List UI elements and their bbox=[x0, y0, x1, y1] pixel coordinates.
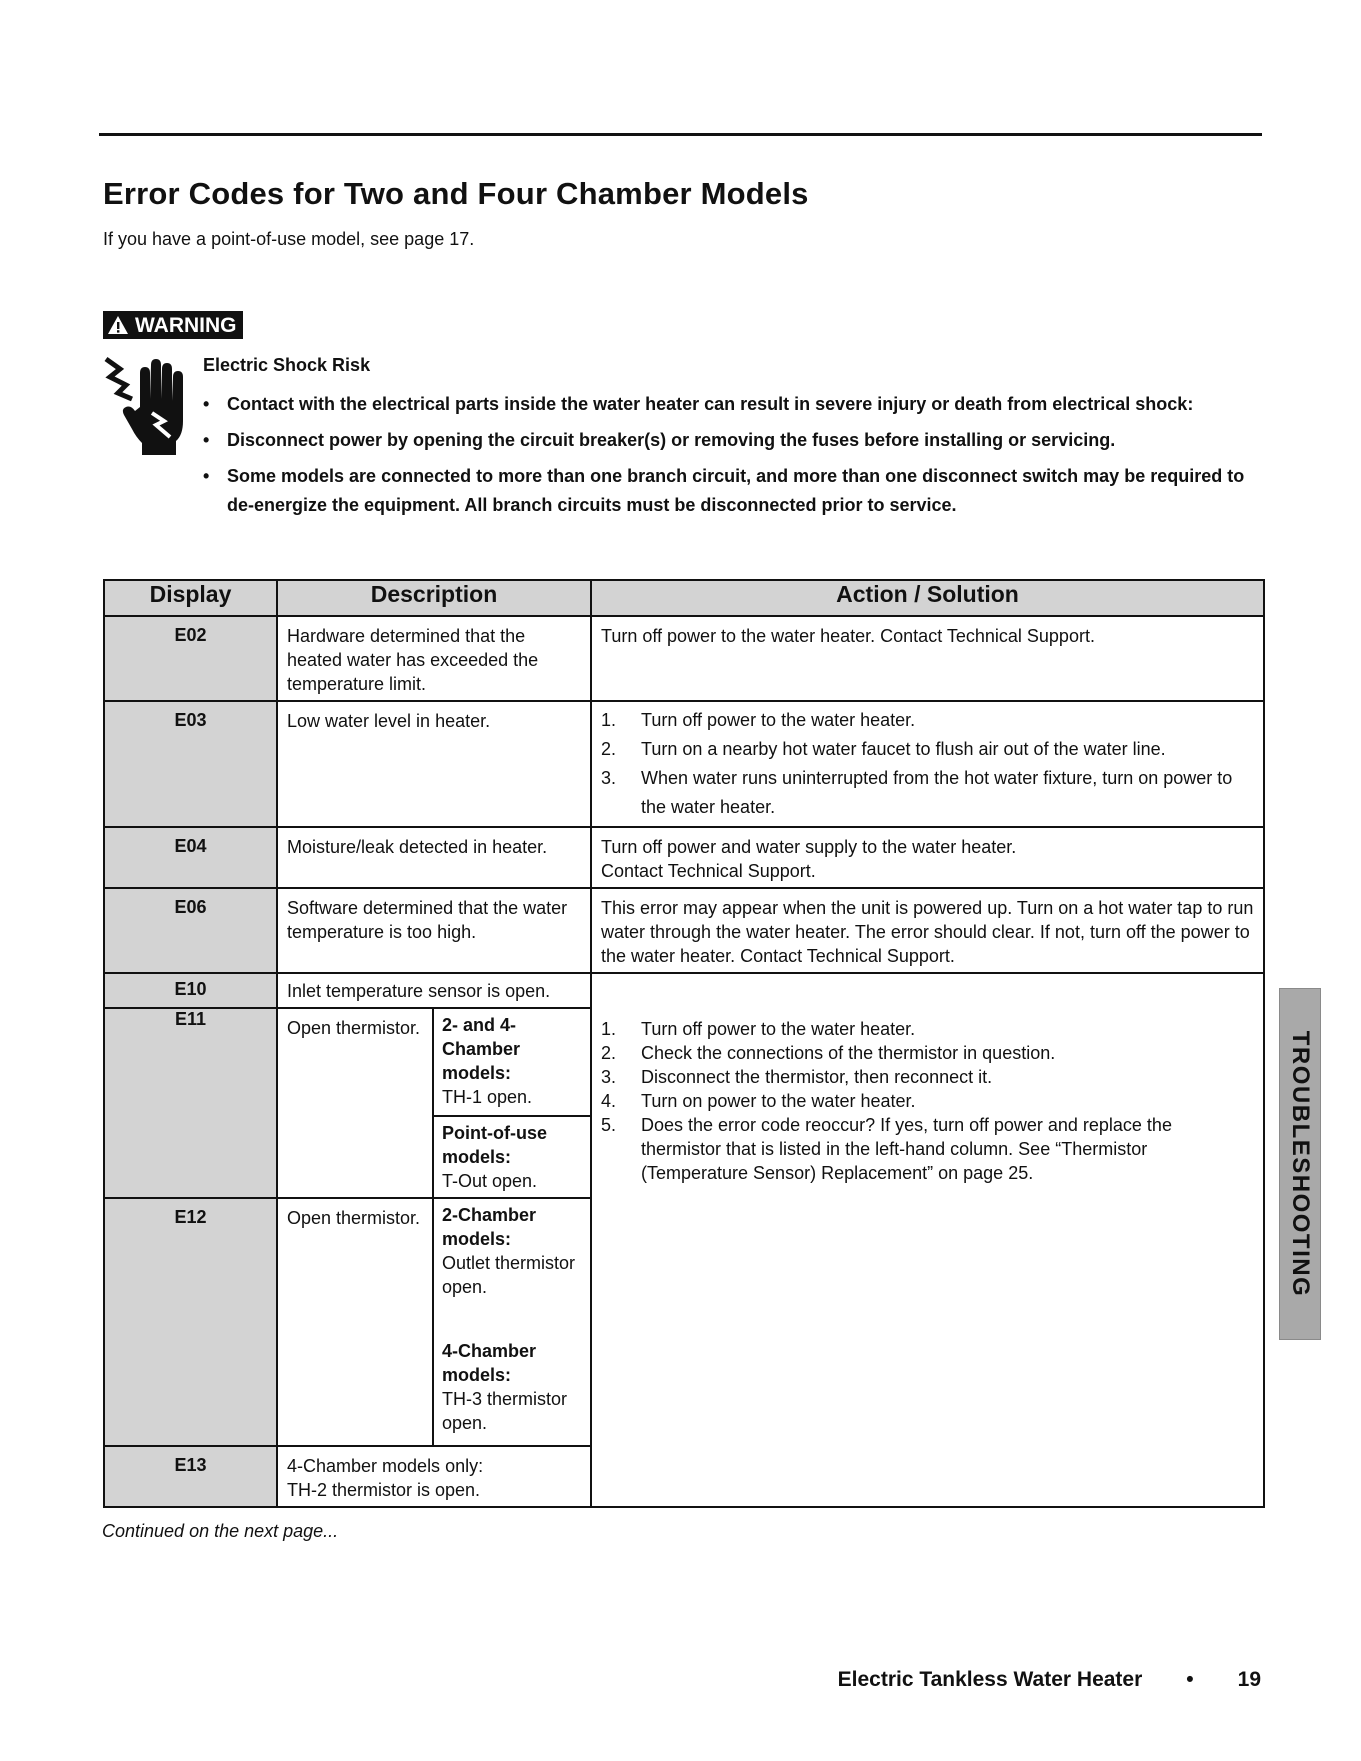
continued-note: Continued on the next page... bbox=[102, 1521, 339, 1541]
table-row bbox=[104, 827, 1264, 888]
action-step: 1. Turn off power to the water heater. bbox=[601, 1019, 916, 1039]
top-rule bbox=[99, 133, 1262, 136]
description-line: 4-Chamber models only: bbox=[287, 1456, 484, 1476]
error-description: Hardware determined that the heated water has exceeded the temperature limit. bbox=[277, 616, 591, 701]
model-note bbox=[433, 1335, 591, 1446]
error-action: Turn off power to the water heater. Contact Technical Support. bbox=[591, 616, 1264, 701]
warning-badge bbox=[103, 311, 243, 339]
warning-heading: Electric Shock Risk bbox=[203, 355, 371, 375]
action-step: 2. Check the connections of the thermistor in question. bbox=[601, 1043, 1056, 1063]
header-display: Display bbox=[104, 580, 277, 616]
error-description bbox=[277, 1446, 591, 1507]
model-note-heading: 2- and 4-Chamber models: bbox=[442, 1015, 521, 1083]
error-code: E04 bbox=[104, 827, 277, 888]
error-description: Inlet temperature sensor is open. bbox=[277, 973, 591, 1008]
section-side-tab-label: TROUBLESHOOTING bbox=[1287, 1030, 1314, 1298]
table-header-row bbox=[104, 580, 1264, 616]
error-action bbox=[591, 827, 1264, 888]
action-steps bbox=[601, 1017, 1255, 1185]
warning-triangle-icon bbox=[107, 315, 129, 335]
warning-bullet: • Disconnect power by opening the circuit breaker(s) or removing the fuses before installing or servicing. bbox=[203, 426, 1263, 455]
error-description: Open thermistor. bbox=[277, 1008, 433, 1198]
error-action bbox=[591, 701, 1264, 827]
error-description: Open thermistor. bbox=[277, 1198, 433, 1446]
thermistor-action bbox=[591, 973, 1264, 1507]
action-steps bbox=[601, 706, 1255, 822]
section-side-tab bbox=[1279, 988, 1321, 1340]
header-action: Action / Solution bbox=[591, 580, 1264, 616]
page-footer bbox=[838, 1668, 1261, 1692]
error-code: E06 bbox=[104, 888, 277, 973]
model-note-text: TH-3 thermistor open. bbox=[442, 1389, 568, 1433]
action-line: Turn off power and water supply to the water heater. bbox=[601, 837, 1017, 857]
error-code: E12 bbox=[104, 1198, 277, 1446]
footer-separator: • bbox=[1186, 1668, 1194, 1691]
model-note bbox=[433, 1198, 591, 1335]
error-description: Software determined that the water temperature is too high. bbox=[277, 888, 591, 973]
page-number: 19 bbox=[1237, 1668, 1261, 1691]
electric-shock-hand-icon bbox=[102, 355, 186, 455]
error-code-table bbox=[103, 579, 1265, 1508]
error-code: E13 bbox=[104, 1446, 277, 1507]
warning-label: WARNING bbox=[135, 313, 237, 337]
header-description: Description bbox=[277, 580, 591, 616]
warning-bullet: • Some models are connected to more than one branch circuit, and more than one disconnect switch may be required to de-energize the equipment. All branch circuits must be disconnected prior to service. bbox=[203, 462, 1263, 520]
action-step: 3. Disconnect the thermistor, then reconnect it. bbox=[601, 1067, 993, 1087]
warning-bullet: • Contact with the electrical parts inside the water heater can result in severe injury or death from electrical shock: bbox=[203, 390, 1263, 419]
model-note bbox=[433, 1116, 591, 1198]
description-line: TH-2 thermistor is open. bbox=[287, 1480, 481, 1500]
model-note-text: TH-1 open. bbox=[442, 1087, 533, 1107]
error-code: E02 bbox=[104, 616, 277, 701]
action-step: 3. When water runs uninterrupted from the hot water fixture, turn on power to the water heater. bbox=[601, 768, 1233, 817]
error-code: E10 bbox=[104, 973, 277, 1008]
error-code: E03 bbox=[104, 701, 277, 827]
action-step: 4. Turn on power to the water heater. bbox=[601, 1091, 916, 1111]
table-row bbox=[104, 616, 1264, 701]
action-step: 2. Turn on a nearby hot water faucet to flush air out of the water line. bbox=[601, 739, 1166, 759]
warning-bullets bbox=[203, 390, 1263, 527]
action-step: 1. Turn off power to the water heater. bbox=[601, 710, 916, 730]
error-description: Moisture/leak detected in heater. bbox=[277, 827, 591, 888]
model-note-text: Outlet thermistor open. bbox=[442, 1253, 576, 1297]
error-description: Low water level in heater. bbox=[277, 701, 591, 827]
page-title: Error Codes for Two and Four Chamber Models bbox=[103, 176, 809, 211]
action-line: Contact Technical Support. bbox=[601, 861, 816, 881]
model-note-heading: Point-of-use models: bbox=[442, 1123, 547, 1167]
model-note bbox=[433, 1008, 591, 1116]
model-note-heading: 4-Chamber models: bbox=[442, 1341, 537, 1385]
model-note-text: T-Out open. bbox=[442, 1171, 538, 1191]
table-row bbox=[104, 973, 1264, 1008]
action-step: 5. Does the error code reoccur? If yes, turn off power and replace the thermistor that is listed in the left-hand column. See “Thermistor (Temperature Sensor) Replacement” on page 25. bbox=[601, 1115, 1172, 1183]
model-note-heading: 2-Chamber models: bbox=[442, 1205, 537, 1249]
error-code: E11 bbox=[104, 1008, 277, 1198]
table-row bbox=[104, 701, 1264, 827]
error-action: This error may appear when the unit is powered up. Turn on a hot water tap to run water through the water heater. The error should clear. If not, turn off the power to the water heater. Contact Technical Support. bbox=[591, 888, 1264, 973]
footer-product-name: Electric Tankless Water Heater bbox=[837, 1668, 1143, 1691]
page-subtitle: If you have a point-of-use model, see page 17. bbox=[103, 229, 475, 249]
table-row bbox=[104, 888, 1264, 973]
